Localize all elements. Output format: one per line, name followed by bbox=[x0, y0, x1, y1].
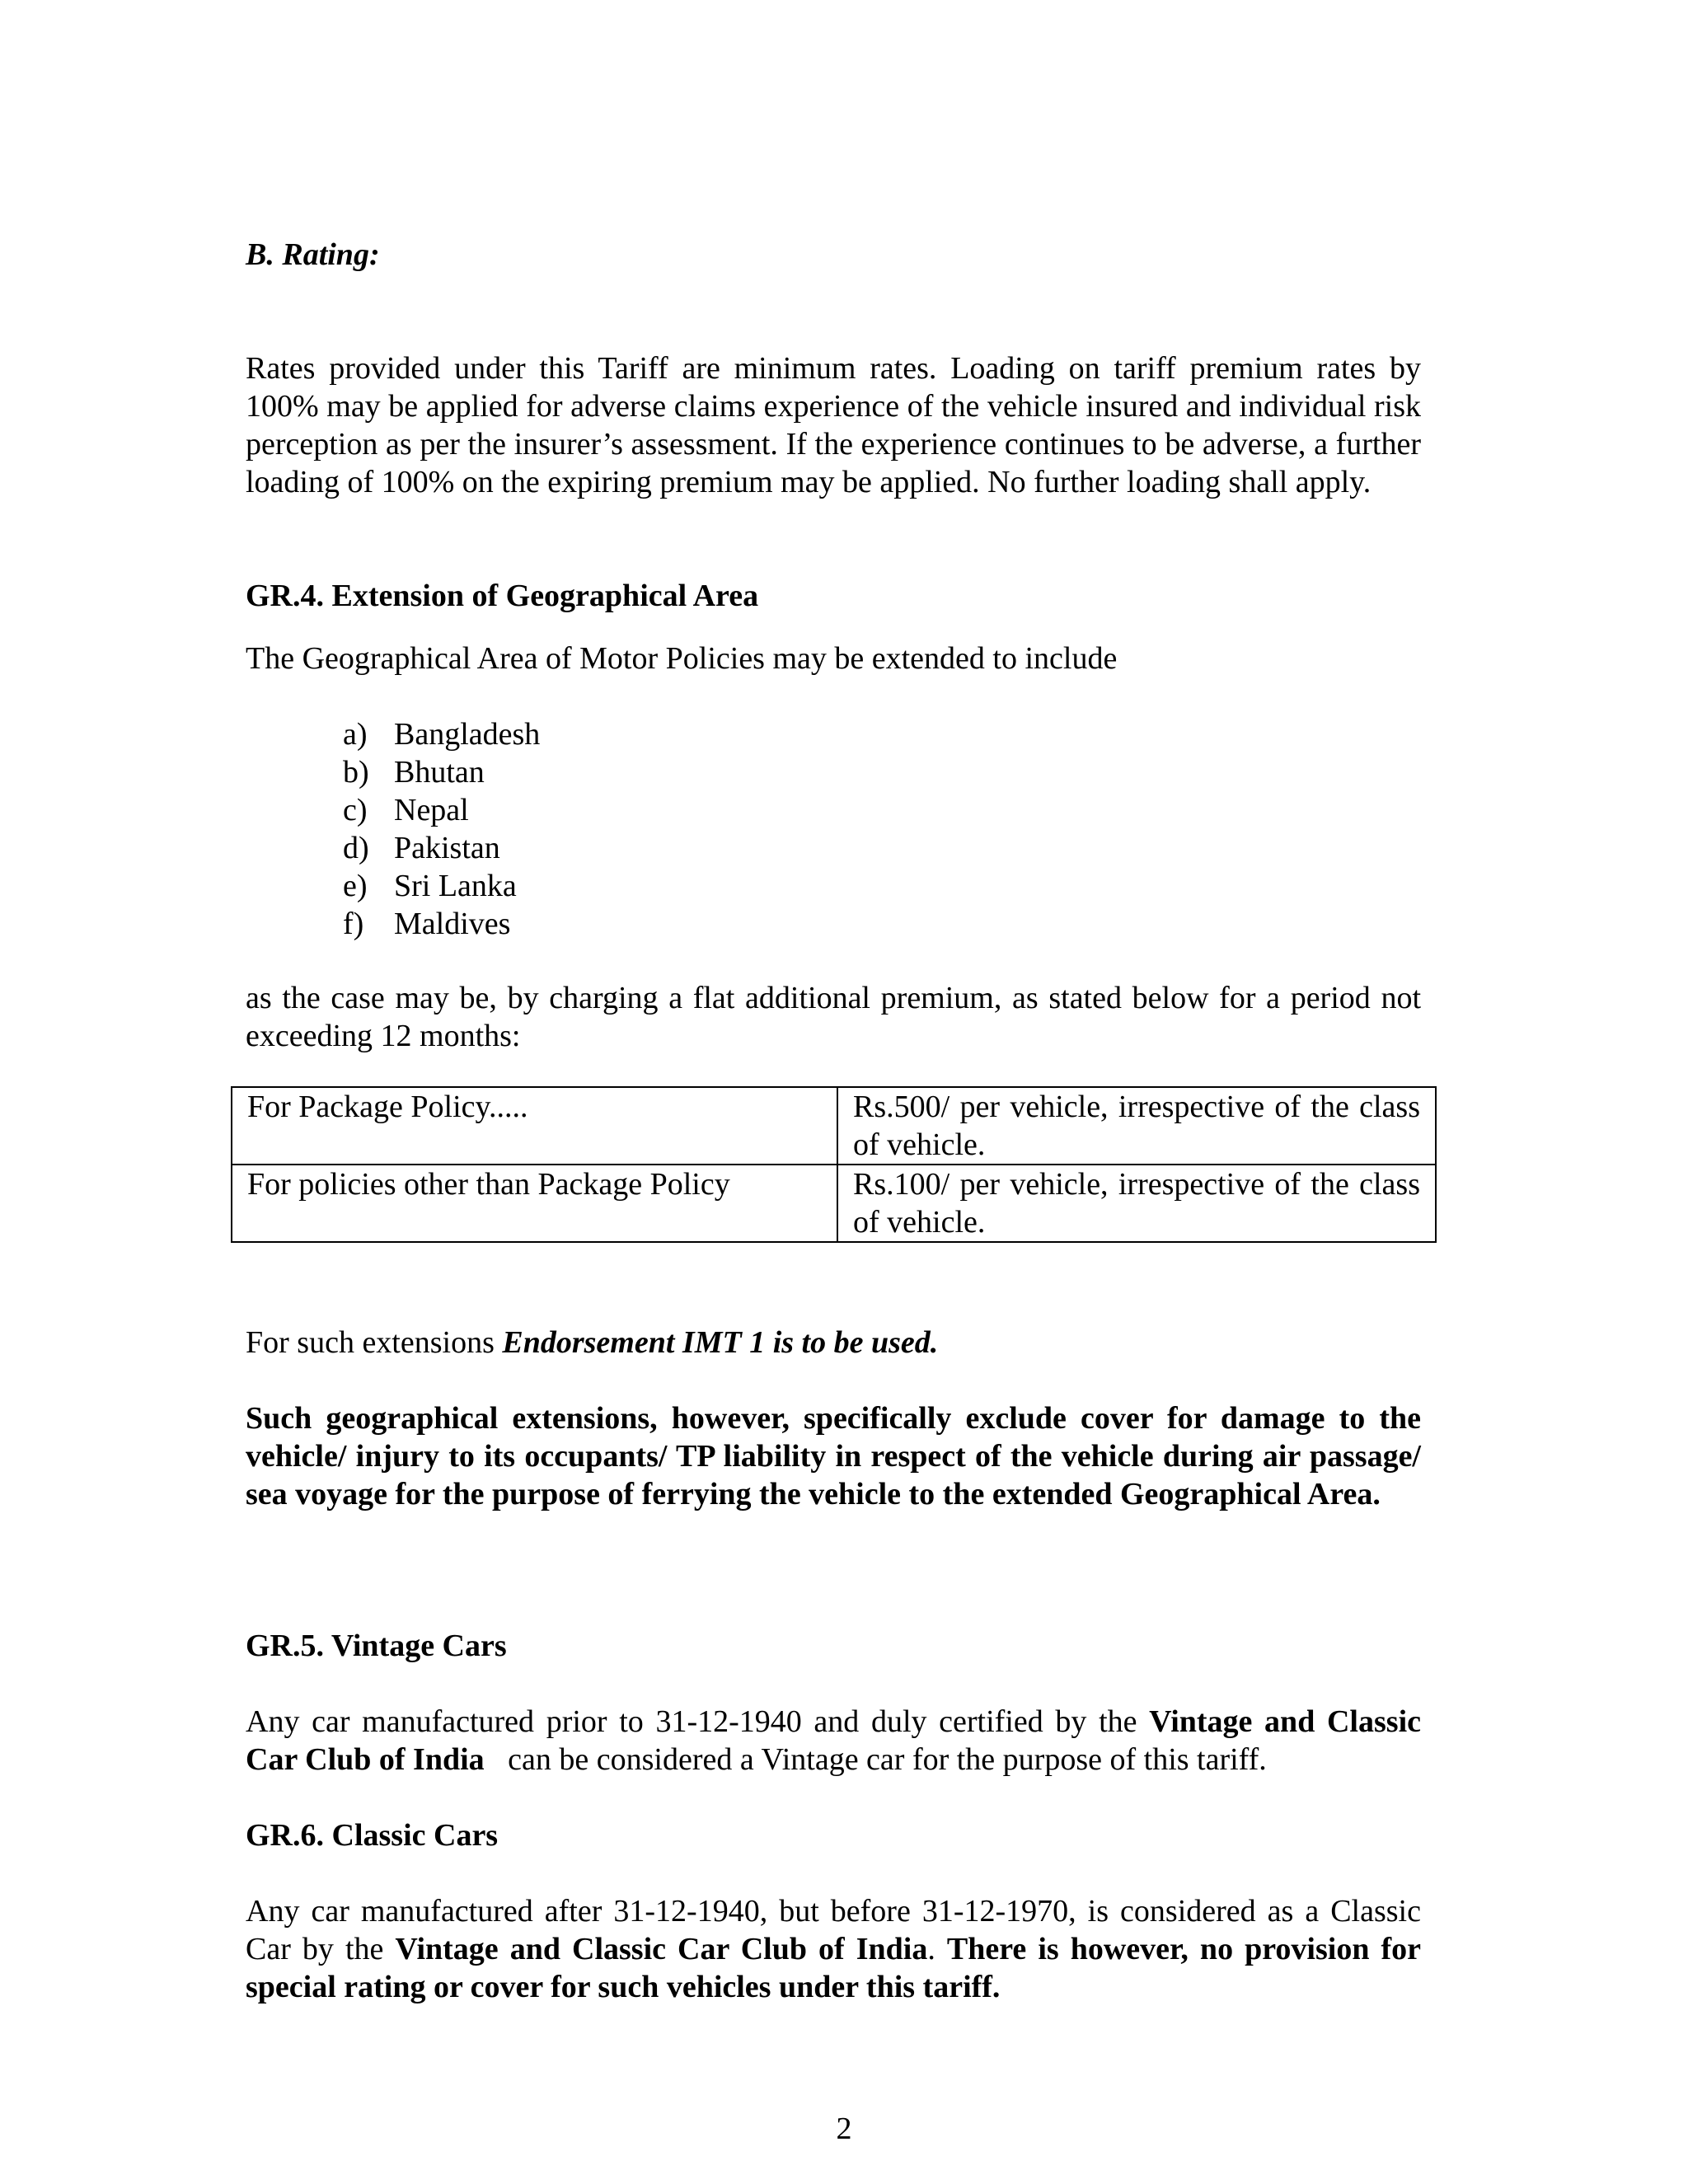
list-marker: e) bbox=[343, 869, 368, 903]
gr5-text-before: Any car manufactured prior to 31-12-1940 and duly certified by the bbox=[246, 1704, 1150, 1739]
list-marker: d) bbox=[343, 831, 369, 865]
country-name: Pakistan bbox=[394, 831, 500, 865]
table-row bbox=[232, 1087, 1436, 1165]
endorsement-emphasis: Endorsement IMT 1 is to be used. bbox=[502, 1325, 939, 1360]
country-list bbox=[343, 715, 540, 943]
list-marker: a) bbox=[343, 717, 368, 752]
gr4-after-list: as the case may be, by charging a flat additional premium, as stated below for a period not exceeding 12 months: bbox=[246, 981, 1421, 1053]
policy-cell: For Package Policy..... bbox=[232, 1087, 837, 1165]
page-number: 2 bbox=[836, 2111, 852, 2146]
list-item bbox=[343, 715, 540, 753]
gr5-paragraph bbox=[246, 1703, 1421, 1779]
country-name: Bhutan bbox=[394, 755, 485, 790]
gr6-note: There is however, no provision for special rating or cover for such vehicles under this tariff. bbox=[246, 1932, 1422, 2004]
list-item bbox=[343, 791, 540, 829]
gr4-heading: GR.4. Extension of Geographical Area bbox=[246, 579, 759, 613]
gr6-text-mid: . bbox=[927, 1932, 947, 1966]
gr6-heading: GR.6. Classic Cars bbox=[246, 1818, 499, 1853]
list-item bbox=[343, 753, 540, 791]
gr4-intro: The Geographical Area of Motor Policies may be extended to include bbox=[246, 641, 1118, 676]
country-name: Bangladesh bbox=[394, 717, 541, 752]
country-name: Maldives bbox=[394, 907, 511, 941]
country-name: Nepal bbox=[394, 793, 469, 827]
list-item bbox=[343, 829, 540, 867]
endorsement-prefix: For such extensions bbox=[246, 1325, 503, 1360]
table-row bbox=[232, 1165, 1436, 1242]
list-item bbox=[343, 867, 540, 905]
gr5-club-name: Vintage and Classic Car Club of India bbox=[246, 1704, 1421, 1777]
list-marker: f) bbox=[343, 907, 364, 941]
premium-cell: Rs.500/ per vehicle, irrespective of the class of vehicle. bbox=[837, 1087, 1436, 1165]
list-item bbox=[343, 905, 540, 943]
policy-cell: For policies other than Package Policy bbox=[232, 1165, 837, 1242]
endorsement-line bbox=[246, 1324, 1421, 1361]
exclusion-paragraph: Such geographical extensions, however, specifically exclude cover for damage to the vehicle/ injury to its occupants/ TP liability in respect of the vehicle during air passage/ sea voyage for the purpose of ferrying the vehicle to the extended Geographical Area. bbox=[246, 1401, 1421, 1511]
rating-paragraph: Rates provided under this Tariff are minimum rates. Loading on tariff premium rates by 100% may be applied for adverse claims experience of the vehicle insured and individual risk perception as per the insurer’s assessment. If the experience continues to be adverse, a further loading of 100% on the expiring premium may be applied. No further loading shall apply. bbox=[246, 351, 1421, 499]
gr6-text-before: Any car manufactured after 31-12-1940, but before 31-12-1970, is considered as a Classic Car by the bbox=[246, 1894, 1421, 1966]
gr6-paragraph bbox=[246, 1892, 1421, 2006]
section-b-title: B. Rating: bbox=[246, 237, 380, 272]
premium-table bbox=[231, 1086, 1437, 1243]
gr6-club-name: Vintage and Classic Car Club of India bbox=[395, 1932, 928, 1966]
premium-cell: Rs.100/ per vehicle, irrespective of the class of vehicle. bbox=[837, 1165, 1436, 1242]
list-marker: b) bbox=[343, 755, 369, 790]
gr5-text-after: can be considered a Vintage car for the purpose of this tariff. bbox=[484, 1742, 1267, 1777]
gr5-heading: GR.5. Vintage Cars bbox=[246, 1629, 507, 1663]
list-marker: c) bbox=[343, 793, 368, 827]
country-name: Sri Lanka bbox=[394, 869, 517, 903]
